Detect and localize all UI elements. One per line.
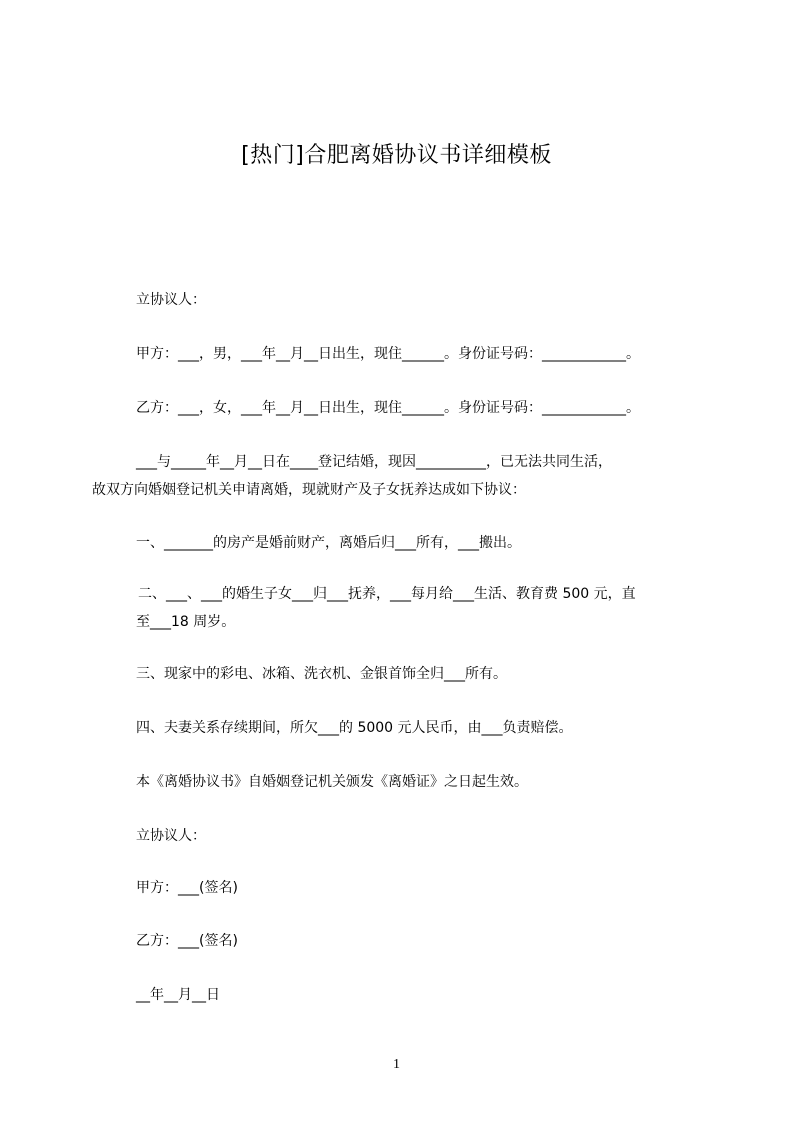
- clause-4: 四、夫妻关系存续期间，所欠___的 5000 元人民币，由___负责赔偿。: [136, 720, 573, 736]
- date-line: __年__月__日: [136, 987, 220, 1003]
- clause-2-paragraph: [138, 580, 636, 636]
- page-number: 1: [393, 1057, 400, 1072]
- clause-3: 三、现家中的彩电、冰箱、洗衣机、金银首饰全归___所有。: [136, 666, 507, 682]
- signers-heading: 立协议人：: [136, 828, 206, 844]
- clause-1: 一、_______的房产是婚前财产，离婚后归___所有，___搬出。: [136, 535, 521, 551]
- parties-heading: 立协议人：: [136, 292, 206, 308]
- document-title: [热门]合肥离婚协议书详细模板: [241, 143, 552, 168]
- marriage-row-1: ___与_____年__月__日在____登记结婚，现因__________，已无法共同生活，: [136, 454, 612, 470]
- effective-clause: 本《离婚协议书》自婚姻登记机关颁发《离婚证》之日起生效。: [136, 774, 528, 790]
- party-a-line: 甲方：___，男，___年__月__日出生，现住______。身份证号码：____________。: [136, 346, 640, 362]
- party-b-line: 乙方：___，女，___年__月__日出生，现住______。身份证号码：____________。: [136, 400, 640, 416]
- sign-b-line: 乙方：___(签名): [136, 933, 238, 949]
- clause-2-row-1: 二、___、___的婚生子女___归___抚养，___每月给___生活、教育费 500 元，直: [138, 586, 636, 602]
- sign-a-line: 甲方：___(签名): [136, 880, 238, 896]
- marriage-row-2: 故双方向婚姻登记机关申请离婚，现就财产及子女抚养达成如下协议：: [92, 482, 526, 498]
- marriage-paragraph: [92, 448, 612, 504]
- clause-2-row-2: 至___18 周岁。: [136, 614, 236, 630]
